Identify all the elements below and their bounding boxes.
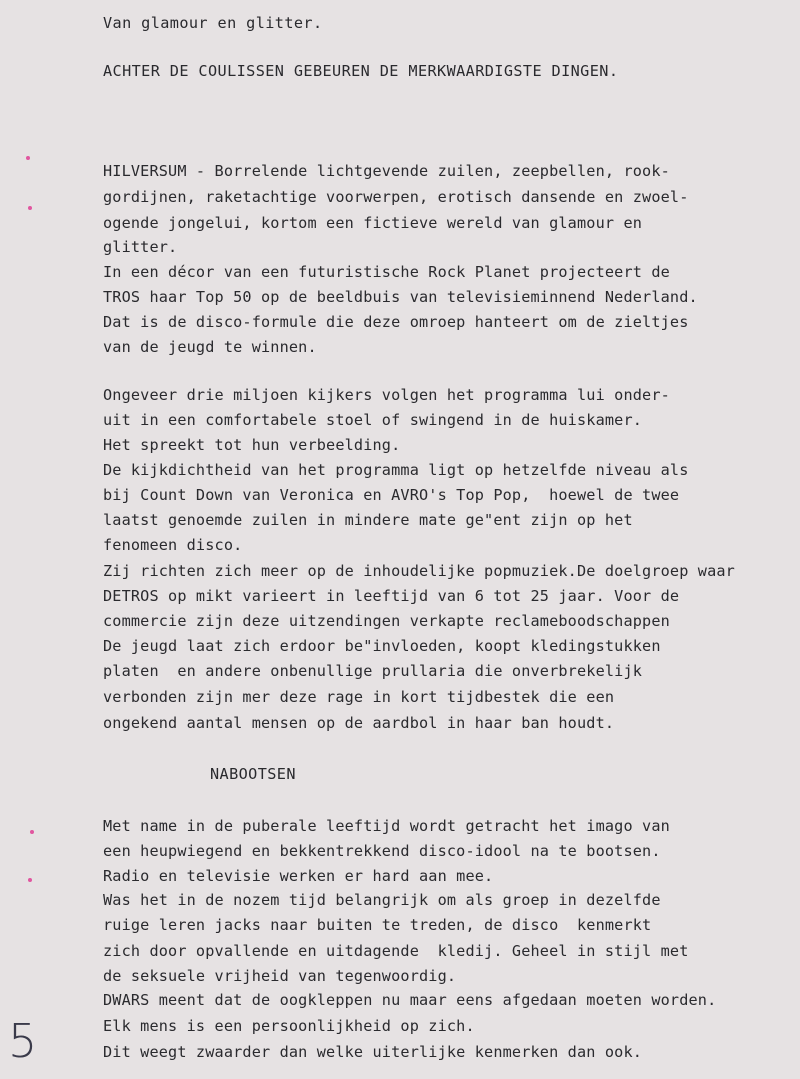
text-line: Ongeveer drie miljoen kijkers volgen het programma lui onder- [103,386,670,404]
text-line: Dit weegt zwaarder dan welke uiterlijke kenmerken dan ook. [103,1043,643,1061]
document-subtitle: ACHTER DE COULISSEN GEBEUREN DE MERKWAARDIGSTE DINGEN. [103,62,619,80]
text-line: gordijnen, raketachtige voorwerpen, erotisch dansende en zwoel- [103,188,689,206]
text-line: ogende jongelui, kortom een fictieve wereld van glamour en [103,214,643,232]
text-line: van de jeugd te winnen. [103,338,317,356]
text-line: Dat is de disco-formule die deze omroep hanteert om de zieltjes [103,313,689,331]
text-line: Zij richten zich meer op de inhoudelijke popmuziek.De doelgroep waar [103,562,735,580]
page-number: 5 [8,1014,38,1068]
text-line: bij Count Down van Veronica en AVRO's Top Pop, hoewel de twee [103,486,680,504]
text-line: fenomeen disco. [103,536,243,554]
text-line: zich door opvallende en uitdagende kledij. Geheel in stijl met [103,942,689,960]
text-line: Radio en televisie werken er hard aan mee. [103,867,494,885]
punch-mark [28,878,32,882]
text-line: Was het in de nozem tijd belangrijk om als groep in dezelfde [103,891,661,909]
text-line: een heupwiegend en bekkentrekkend disco-idool na te bootsen. [103,842,661,860]
text-line: TROS haar Top 50 op de beeldbuis van televisieminnend Nederland. [103,288,698,306]
text-line: HILVERSUM - Borrelende lichtgevende zuilen, zeepbellen, rook- [103,162,670,180]
text-line: In een décor van een futuristische Rock Planet projecteert de [103,263,670,281]
text-line: De kijkdichtheid van het programma ligt op hetzelfde niveau als [103,461,689,479]
text-line: verbonden zijn mer deze rage in kort tijdbestek die een [103,688,615,706]
document-title: Van glamour en glitter. [103,14,323,32]
text-line: laatst genoemde zuilen in mindere mate ge"ent zijn op het [103,511,633,529]
text-line: ongekend aantal mensen op de aardbol in haar ban houdt. [103,714,615,732]
text-line: Het spreekt tot hun verbeelding. [103,436,401,454]
text-line: commercie zijn deze uitzendingen verkapte reclameboodschappen [103,612,670,630]
punch-mark [26,156,30,160]
text-line: Elk mens is een persoonlijkheid op zich. [103,1017,475,1035]
text-line: De jeugd laat zich erdoor be"invloeden, koopt kledingstukken [103,637,661,655]
text-line: DETROS op mikt varieert in leeftijd van 6 tot 25 jaar. Voor de [103,587,680,605]
text-line: Met name in de puberale leeftijd wordt getracht het imago van [103,817,670,835]
text-line: DWARS meent dat de oogkleppen nu maar eens afgedaan moeten worden. [103,991,717,1009]
punch-mark [28,206,32,210]
text-line: glitter. [103,238,178,256]
text-line: platen en andere onbenullige prullaria die onverbrekelijk [103,662,643,680]
punch-mark [30,830,34,834]
text-line: de seksuele vrijheid van tegenwoordig. [103,967,457,985]
text-line: ruige leren jacks naar buiten te treden, de disco kenmerkt [103,916,652,934]
section-heading: NABOOTSEN [210,765,296,783]
text-line: uit in een comfortabele stoel of swingend in de huiskamer. [103,411,643,429]
